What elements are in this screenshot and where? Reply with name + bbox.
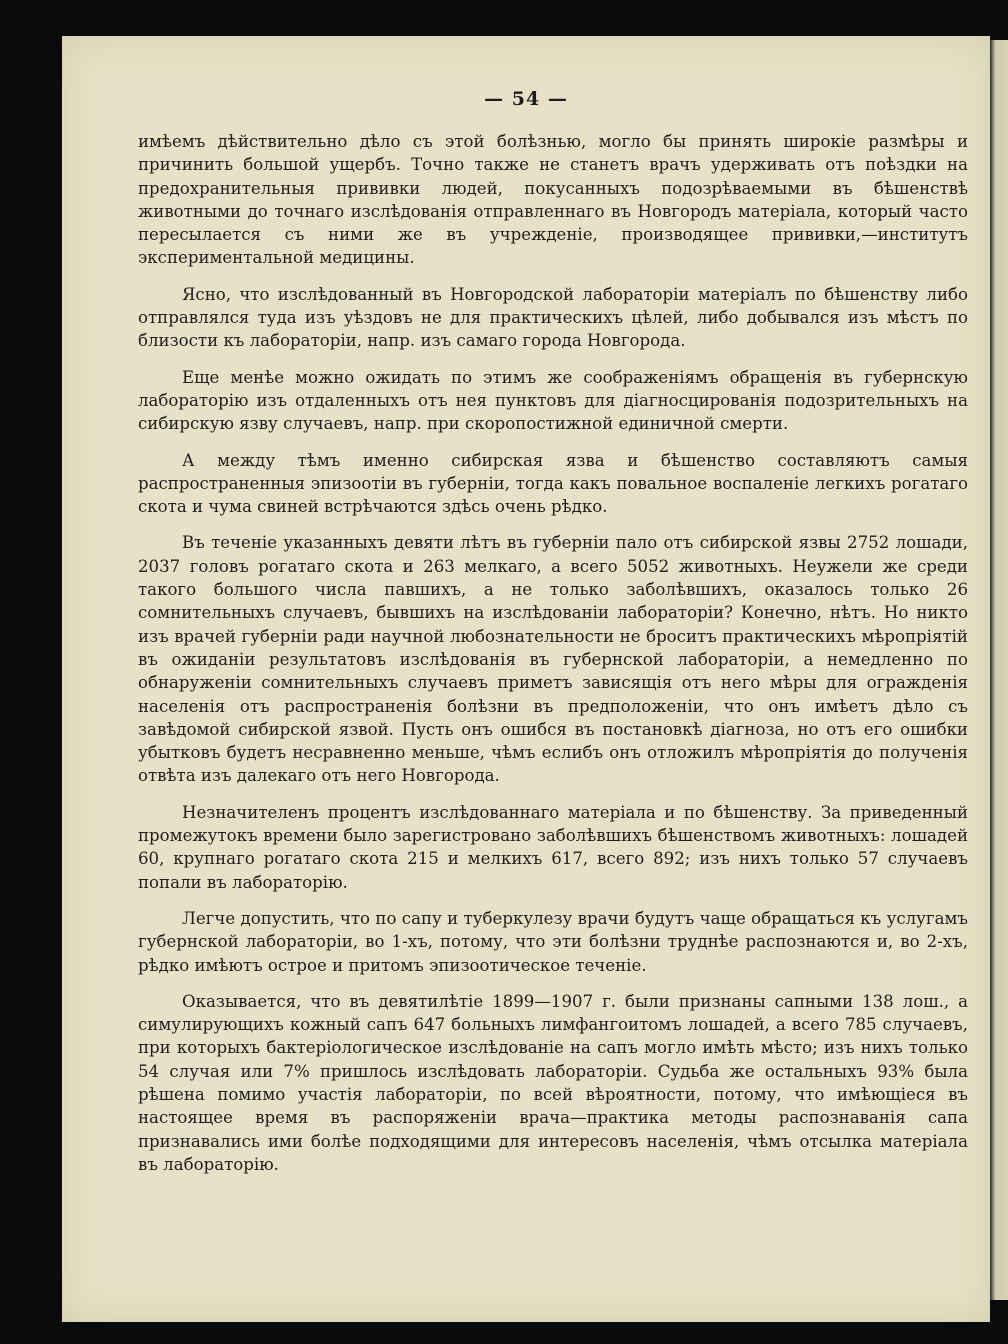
paragraph: Легче допустить, что по сапу и туберкулезу врачи будутъ чаще обращаться къ услугамъ губернской лабораторіи, во 1-хъ, потому, что эти болѣзни труднѣе распознаются и, во 2-хъ, рѣдко имѣютъ острое и притомъ эпизоотическое теченіе. [138,908,968,975]
paragraph: имѣемъ дѣйствительно дѣло съ этой болѣзнью, могло бы принять широкіе размѣры и причинить большой ущербъ. Точно также не станетъ врачъ удерживать отъ поѣздки на предохранительныя прививки людей, покусанныхъ подозрѣваемыми въ бѣшенствѣ животными до точнаго изслѣдованія отправленнаго въ Новгородъ матеріала, который часто пересылается съ ними же въ учрежденіе, производящее прививки,—институтъ экспериментальной медицины. [138,132,968,268]
paragraph: А между тѣмъ именно сибирская язва и бѣшенство составляютъ самыя распространенныя эпизоотіи въ губерніи, тогда какъ повальное воспаленіе легкихъ рогатаго скота и чума свиней встрѣчаются здѣсь очень рѣдко. [138,450,968,517]
paragraph: Незначителенъ процентъ изслѣдованнаго матеріала и по бѣшенству. За приведенный промежутокъ времени было зарегистровано заболѣвшихъ бѣшенствомъ животныхъ: лошадей 60, крупнаго рогатаго скота 215 и мелкихъ 617, всего 892; изъ нихъ только 57 случаевъ попали въ лабораторію. [138,802,968,892]
paragraph: Ясно, что изслѣдованный въ Новгородской лабораторіи матеріалъ по бѣшенству либо отправлялся туда изъ уѣздовъ не для практическихъ цѣлей, либо добывался изъ мѣстъ по близости къ лабораторіи, напр. изъ самаго города Новгорода. [138,284,968,351]
body-text [138,130,968,1189]
page-number: — 54 — [484,88,568,110]
paragraph: Оказывается, что въ девятилѣтіе 1899—1907 г. были признаны сапными 138 лош., а симулирующихъ кожный сапъ 647 больныхъ лимфангоитомъ лошадей, а всего 785 случаевъ, при которыхъ бактеріологическое изслѣдованіе на сапъ могло имѣть мѣсто; изъ нихъ только 54 случая или 7% пришлось изслѣдовать лабораторіи. Судьба же остальныхъ 93% была рѣшена помимо участія лабораторіи, по всей вѣроятности, потому, что имѣющіеся въ настоящее время въ распоряженіи врача—практика методы распознаванія сапа признавались ими болѣе подходящими для интересовъ населенія, чѣмъ отсылка матеріала въ лабораторію. [138,991,968,1174]
paragraph: Еще менѣе можно ожидать по этимъ же соображеніямъ обращенія въ губернскую лабораторію изъ отдаленныхъ отъ нея пунктовъ для діагносцированія подозрительныхъ на сибирскую язву случаевъ, напр. при скоропостижной единичной смерти. [138,367,968,434]
document-page [62,36,990,1322]
paragraph: Въ теченіе указанныхъ девяти лѣтъ въ губерніи пало отъ сибирской язвы 2752 лошади, 2037 головъ рогатаго скота и 263 мелкаго, а всего 5052 животныхъ. Неужели же среди такого большого числа павшихъ, а не только заболѣвшихъ, оказалось только 26 сомнительныхъ случаевъ, бывшихъ на изслѣдованіи лабораторіи? Конечно, нѣтъ. Но никто изъ врачей губерніи ради научной любознательности не броситъ практическихъ мѣропріятій въ ожиданіи результатовъ изслѣдованія въ губернской лабораторіи, а немедленно по обнаруженіи сомнительныхъ случаевъ приметъ зависящія отъ него мѣры для огражденія населенія отъ распространенія болѣзни въ предположеніи, что онъ имѣетъ дѣло съ завѣдомой сибирской язвой. Пусть онъ ошибся въ постановкѣ діагноза, но отъ его ошибки убытковъ будетъ несравненно меньше, чѣмъ еслибъ онъ отложилъ мѣропріятія до полученія отвѣта изъ далекаго отъ него Новгорода. [138,533,968,786]
adjacent-page-edge [990,40,1008,1300]
